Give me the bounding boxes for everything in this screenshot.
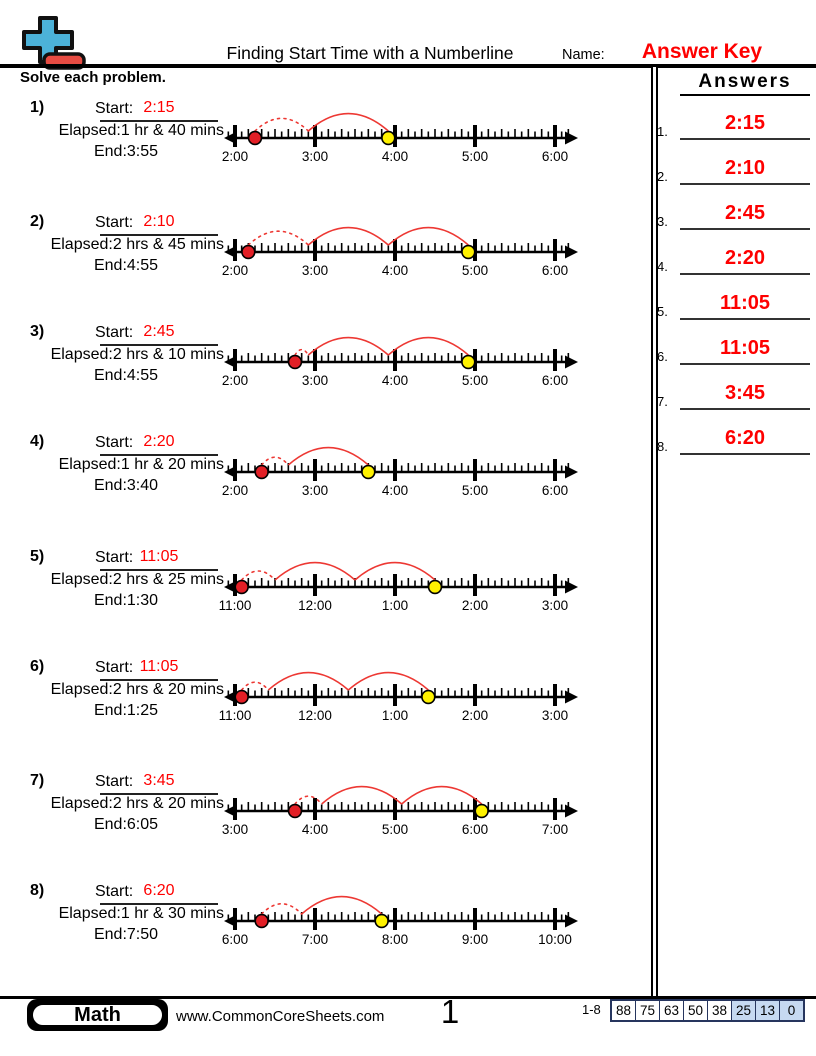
answer-underline (680, 273, 810, 275)
start-answer: 11:05 (139, 548, 179, 565)
header-divider (0, 64, 816, 68)
answer-underline (680, 183, 810, 185)
hour-tick-label: 1:00 (381, 708, 409, 723)
elapsed-line (28, 681, 224, 699)
numberline-figure (221, 781, 593, 843)
site-url: www.CommonCoreSheets.com (176, 1008, 385, 1025)
hour-hop-arc (308, 338, 388, 355)
end-label: End: (93, 926, 127, 943)
end-time-dot (362, 466, 375, 479)
start-label: Start: (95, 214, 134, 231)
hour-tick-label: 3:00 (301, 483, 329, 498)
hour-tick-label: 5:00 (461, 373, 489, 388)
numberline-figure (221, 222, 593, 284)
elapsed-value: 2 hrs & 45 mins (112, 236, 224, 253)
minute-hop-arc (248, 231, 308, 245)
end-value: 6:05 (126, 816, 159, 833)
right-arrow-icon (565, 356, 578, 369)
hour-tick-label: 5:00 (461, 483, 489, 498)
end-value: 3:40 (126, 477, 159, 494)
hour-tick-label: 11:00 (218, 708, 252, 723)
page-title: Finding Start Time with a Numberline (226, 43, 514, 63)
answer-number: 6. (657, 349, 668, 364)
hour-tick-label: 12:00 (298, 598, 332, 613)
end-value: 3:55 (126, 143, 159, 160)
numberline-figure (221, 108, 593, 170)
answer-item (655, 200, 815, 242)
answer-item (655, 110, 815, 152)
hour-hop-arc (268, 673, 348, 690)
answer-number: 5. (657, 304, 668, 319)
page-number: 1 (440, 993, 460, 1030)
hour-tick-label: 3:00 (301, 373, 329, 388)
elapsed-line (28, 346, 224, 364)
start-time-dot (249, 132, 262, 145)
end-time-dot (429, 581, 442, 594)
answer-value: 2:20 (724, 247, 766, 269)
elapsed-value: 2 hrs & 20 mins (112, 795, 224, 812)
hour-tick-label: 3:00 (541, 708, 569, 723)
end-line (28, 926, 224, 944)
end-value: 4:55 (126, 367, 159, 384)
answer-item (655, 290, 815, 332)
end-line (28, 592, 224, 610)
answer-underline (680, 138, 810, 140)
hour-tick-label: 5:00 (381, 822, 409, 837)
answer-value: 11:05 (719, 292, 771, 314)
hour-tick-label: 12:00 (298, 708, 332, 723)
answer-underline (680, 228, 810, 230)
math-badge-label: Math (30, 1002, 165, 1028)
name-label: Name: (562, 47, 605, 63)
answer-value: 6:20 (724, 427, 766, 449)
end-line (28, 702, 224, 720)
numberline (218, 557, 593, 619)
elapsed-label: Elapsed: (50, 571, 113, 588)
hour-tick-label: 7:00 (541, 822, 569, 837)
hour-tick-label: 5:00 (461, 149, 489, 164)
hour-tick-label: 2:00 (461, 598, 489, 613)
end-time-dot (462, 356, 475, 369)
elapsed-line (28, 122, 224, 140)
problem-row (0, 432, 656, 542)
hour-tick-label: 6:00 (461, 822, 489, 837)
hour-tick-label: 2:00 (221, 483, 249, 498)
hour-hop-arc (308, 228, 388, 245)
hour-tick-label: 3:00 (301, 149, 329, 164)
answer-value: 3:45 (724, 382, 766, 404)
right-arrow-icon (565, 581, 578, 594)
numberline (218, 667, 593, 729)
end-time-dot (382, 132, 395, 145)
hour-tick-label: 4:00 (301, 822, 329, 837)
hour-tick-label: 4:00 (381, 483, 409, 498)
hour-tick-label: 3:00 (541, 598, 569, 613)
start-answer: 2:45 (143, 323, 175, 340)
score-table (610, 999, 805, 1022)
start-time-dot (255, 466, 268, 479)
score-cell: 0 (779, 1001, 803, 1020)
start-label: Start: (95, 324, 134, 341)
end-label: End: (93, 367, 127, 384)
answer-item (655, 245, 815, 287)
elapsed-line (28, 905, 224, 923)
hour-tick-label: 11:00 (218, 598, 252, 613)
hour-tick-label: 6:00 (541, 149, 569, 164)
score-cell: 50 (683, 1001, 707, 1020)
end-line (28, 367, 224, 385)
problem-row (0, 98, 656, 208)
end-time-dot (475, 805, 488, 818)
hour-tick-label: 2:00 (221, 373, 249, 388)
elapsed-value: 2 hrs & 10 mins (112, 346, 224, 363)
numberline (221, 332, 593, 394)
start-time-dot (289, 356, 302, 369)
hour-tick-label: 3:00 (221, 822, 249, 837)
start-label: Start: (95, 434, 134, 451)
hour-hop-arc (402, 787, 482, 804)
hour-tick-label: 5:00 (461, 263, 489, 278)
score-cell: 88 (615, 1003, 632, 1018)
answer-value: 2:10 (724, 157, 766, 179)
minute-hop-arc (295, 796, 322, 804)
elapsed-value: 1 hr & 20 mins (120, 456, 224, 473)
answer-key-value: Answer Key (641, 40, 763, 63)
elapsed-label: Elapsed: (58, 122, 121, 139)
right-arrow-icon (565, 246, 578, 259)
problem-number: 1) (30, 99, 45, 116)
answer-value: 2:45 (724, 202, 766, 224)
elapsed-label: Elapsed: (58, 905, 121, 922)
elapsed-label: Elapsed: (50, 681, 113, 698)
hour-tick-label: 2:00 (221, 149, 249, 164)
problem-number: 8) (30, 882, 45, 899)
end-value: 7:50 (126, 926, 159, 943)
answer-underline (680, 453, 810, 455)
answer-item (655, 155, 815, 197)
end-label: End: (93, 257, 127, 274)
hour-hop-arc (388, 228, 468, 245)
hour-tick-label: 7:00 (301, 932, 329, 947)
hour-hop-arc (388, 338, 468, 355)
hour-tick-label: 4:00 (381, 263, 409, 278)
numberline-figure (221, 332, 593, 394)
right-arrow-icon (565, 915, 578, 928)
answer-number: 2. (657, 169, 668, 184)
hour-hop-arc (308, 114, 388, 131)
answer-number: 4. (657, 259, 668, 274)
hour-tick-label: 6:00 (541, 263, 569, 278)
hour-tick-label: 6:00 (541, 373, 569, 388)
numberline (221, 891, 593, 953)
elapsed-label: Elapsed: (58, 456, 121, 473)
score-range-label: 1-8 (582, 1002, 601, 1017)
start-answer: 6:20 (143, 882, 175, 899)
end-label: End: (93, 702, 127, 719)
right-arrow-icon (565, 805, 578, 818)
end-value: 4:55 (126, 257, 159, 274)
score-cell: 25 (731, 1001, 755, 1020)
problem-row (0, 322, 656, 432)
instruction-text: Solve each problem. (20, 69, 166, 86)
answer-underline (680, 318, 810, 320)
start-answer: 2:20 (143, 433, 175, 450)
hour-tick-label: 2:00 (461, 708, 489, 723)
score-cell: 75 (635, 1001, 659, 1020)
problem-row (0, 212, 656, 322)
elapsed-value: 2 hrs & 25 mins (112, 571, 224, 588)
problem-row (0, 547, 656, 657)
score-cell: 13 (755, 1001, 779, 1020)
hour-tick-label: 3:00 (301, 263, 329, 278)
answer-number: 3. (657, 214, 668, 229)
end-line (28, 257, 224, 275)
end-time-dot (375, 915, 388, 928)
minute-hop-arc (242, 682, 269, 690)
start-label: Start: (95, 773, 134, 790)
hour-hop-arc (322, 787, 402, 804)
hour-tick-label: 9:00 (461, 932, 489, 947)
numberline (221, 222, 593, 284)
answer-item (655, 335, 815, 377)
numberline (221, 781, 593, 843)
right-arrow-icon (565, 466, 578, 479)
start-answer: 2:15 (143, 99, 175, 116)
numberline-figure (221, 891, 593, 953)
end-label: End: (93, 477, 127, 494)
hour-tick-label: 10:00 (538, 932, 572, 947)
hour-hop-arc (288, 448, 368, 465)
numberline (221, 442, 593, 504)
hour-tick-label: 8:00 (381, 932, 409, 947)
elapsed-value: 1 hr & 40 mins (120, 122, 224, 139)
elapsed-line (28, 571, 224, 589)
minute-hop-arc (255, 118, 308, 131)
answer-item (655, 380, 815, 422)
hour-tick-label: 1:00 (381, 598, 409, 613)
start-label: Start: (95, 100, 134, 117)
end-value: 1:30 (126, 592, 159, 609)
start-time-dot (242, 246, 255, 259)
elapsed-value: 2 hrs & 20 mins (112, 681, 224, 698)
answer-item (655, 425, 815, 467)
right-arrow-icon (565, 691, 578, 704)
answer-value: 11:05 (719, 337, 771, 359)
start-label: Start: (95, 659, 134, 676)
problem-number: 3) (30, 323, 45, 340)
start-time-dot (255, 915, 268, 928)
elapsed-value: 1 hr & 30 mins (120, 905, 224, 922)
end-value: 1:25 (126, 702, 159, 719)
hour-tick-label: 4:00 (381, 373, 409, 388)
elapsed-line (28, 236, 224, 254)
hour-tick-label: 6:00 (541, 483, 569, 498)
numberline (221, 108, 593, 170)
start-time-dot (235, 691, 248, 704)
elapsed-label: Elapsed: (50, 346, 113, 363)
elapsed-line (28, 456, 224, 474)
start-answer: 2:10 (143, 213, 175, 230)
score-cell: 63 (659, 1001, 683, 1020)
problem-row (0, 881, 656, 991)
numberline-figure (218, 667, 593, 729)
end-line (28, 143, 224, 161)
problem-row (0, 657, 656, 767)
answer-number: 1. (657, 124, 668, 139)
score-cell: 38 (707, 1001, 731, 1020)
hour-tick-label: 6:00 (221, 932, 249, 947)
end-line (28, 477, 224, 495)
numberline-figure (218, 557, 593, 619)
minute-hop-arc (262, 904, 302, 914)
math-badge (27, 999, 168, 1031)
hour-hop-arc (348, 673, 428, 690)
answer-underline (680, 363, 810, 365)
start-time-dot (235, 581, 248, 594)
answer-value: 2:15 (724, 112, 766, 134)
end-label: End: (93, 143, 127, 160)
numberline-figure (221, 442, 593, 504)
end-time-dot (462, 246, 475, 259)
problem-number: 2) (30, 213, 45, 230)
problem-row (0, 771, 656, 881)
problem-number: 4) (30, 433, 45, 450)
start-time-dot (289, 805, 302, 818)
end-line (28, 816, 224, 834)
start-label: Start: (95, 549, 134, 566)
minute-hop-arc (242, 571, 275, 580)
answer-number: 8. (657, 439, 668, 454)
elapsed-label: Elapsed: (50, 236, 113, 253)
start-answer: 3:45 (143, 772, 175, 789)
elapsed-label: Elapsed: (50, 795, 113, 812)
right-arrow-icon (565, 132, 578, 145)
hour-tick-label: 2:00 (221, 263, 249, 278)
end-time-dot (422, 691, 435, 704)
hour-tick-label: 4:00 (381, 149, 409, 164)
problem-number: 7) (30, 772, 45, 789)
problem-number: 6) (30, 658, 45, 675)
start-label: Start: (95, 883, 134, 900)
end-label: End: (93, 592, 127, 609)
problem-number: 5) (30, 548, 45, 565)
start-answer: 11:05 (139, 658, 179, 675)
elapsed-line (28, 795, 224, 813)
answer-underline (680, 408, 810, 410)
answers-title: Answers (680, 71, 810, 96)
answer-number: 7. (657, 394, 668, 409)
end-label: End: (93, 816, 127, 833)
